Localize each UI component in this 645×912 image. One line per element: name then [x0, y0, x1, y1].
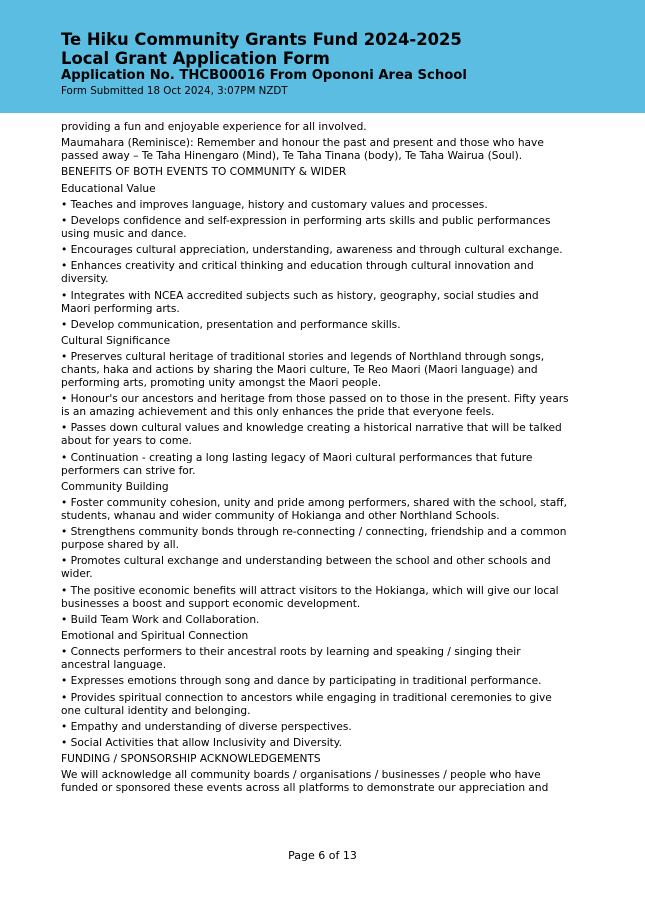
paragraph: Maumahara (Reminisce): Remember and honour the past and present and those who have passed away – Te Taha Hinengaro (Mind), Te Taha Tinana (body), Te Taha Wairua (Soul).: [61, 137, 544, 163]
subsection-heading: Emotional and Spiritual Connection: [61, 629, 249, 642]
bullet-item: • Expresses emotions through song and dance by participating in traditional performance.: [61, 675, 542, 688]
bullet-item: • The positive economic benefits will attract visitors to the Hokianga, which will give our local businesses a boost and support economic development.: [61, 584, 559, 610]
bullet-item: • Enhances creativity and critical thinking and education through cultural innovation and diversity.: [61, 260, 534, 286]
subsection-heading: Community Building: [61, 480, 169, 493]
subsection-heading: Educational Value: [61, 182, 156, 195]
bullet-item: • Provides spiritual connection to ancestors while engaging in traditional ceremonies to give one cultural identity and belonging.: [61, 691, 552, 717]
bullet-item: • Social Activities that allow Inclusivity and Diversity.: [61, 736, 342, 749]
bullet-item: • Foster community cohesion, unity and pride among performers, shared with the school, staff, students, whanau and wider community of Hokianga and other Northland Schools.: [61, 497, 567, 522]
form-title: Te Hiku Community Grants Fund 2024-2025: [61, 30, 462, 49]
bullet-item: • Integrates with NCEA accredited subjects such as history, geography, social studies and Maori performing arts.: [61, 289, 539, 315]
page-header: [0, 0, 645, 113]
bullet-item: • Passes down cultural values and knowledge creating a historical narrative that will be talked about for years to come.: [61, 422, 562, 448]
section-heading: FUNDING / SPONSORSHIP ACKNOWLEDGEMENTS: [61, 753, 321, 766]
submission-timestamp: Form Submitted 18 Oct 2024, 3:07PM NZDT: [61, 85, 288, 97]
paragraph: providing a fun and enjoyable experience for all involved.: [61, 121, 367, 133]
bullet-item: • Develop communication, presentation and performance skills.: [61, 318, 401, 331]
paragraph: We will acknowledge all community boards / organisations / businesses / people who have funded or sponsored these events across all platforms to demonstrate our appreciation and: [61, 769, 549, 795]
bullet-item: • Encourages cultural appreciation, understanding, awareness and through cultural exchange.: [61, 244, 563, 257]
bullet-item: • Teaches and improves language, history and customary values and processes.: [61, 198, 488, 211]
bullet-item: • Build Team Work and Collaboration.: [61, 613, 260, 626]
bullet-item: • Promotes cultural exchange and understanding between the school and other schools and wider.: [61, 555, 551, 581]
bullet-item: • Empathy and understanding of diverse perspectives.: [61, 720, 352, 733]
bullet-item: • Develops confidence and self-expression in performing arts skills and public performances using music and dance.: [61, 214, 551, 240]
section-heading: BENEFITS OF BOTH EVENTS TO COMMUNITY & WIDER: [61, 166, 347, 179]
bullet-item: • Strengthens community bonds through re-connecting / connecting, friendship and a common purpose shared by all.: [61, 526, 567, 552]
form-subtitle: Local Grant Application Form: [61, 49, 330, 68]
bullet-item: • Preserves cultural heritage of traditional stories and legends of Northland through songs, chants, haka and actions by sharing the Maori culture, Te Reo Maori (Maori language) and performing arts, promoting unity amongst the Maori people.: [61, 351, 545, 390]
bullet-item: • Honour's our ancestors and heritage from those passed on to those in the present. Fifty years is an amazing achievement and this only enhances the pride that everyone feels.: [61, 393, 569, 419]
document-body: [61, 121, 571, 798]
subsection-heading: Cultural Significance: [61, 334, 171, 347]
page-number: Page 6 of 13: [288, 849, 357, 862]
bullet-item: • Continuation - creating a long lasting legacy of Maori cultural performances that future performers can strive for.: [61, 451, 533, 477]
application-number: Application No. THCB00016 From Opononi Area School: [61, 68, 467, 83]
bullet-item: • Connects performers to their ancestral roots by learning and speaking / singing their ancestral language.: [61, 646, 521, 672]
